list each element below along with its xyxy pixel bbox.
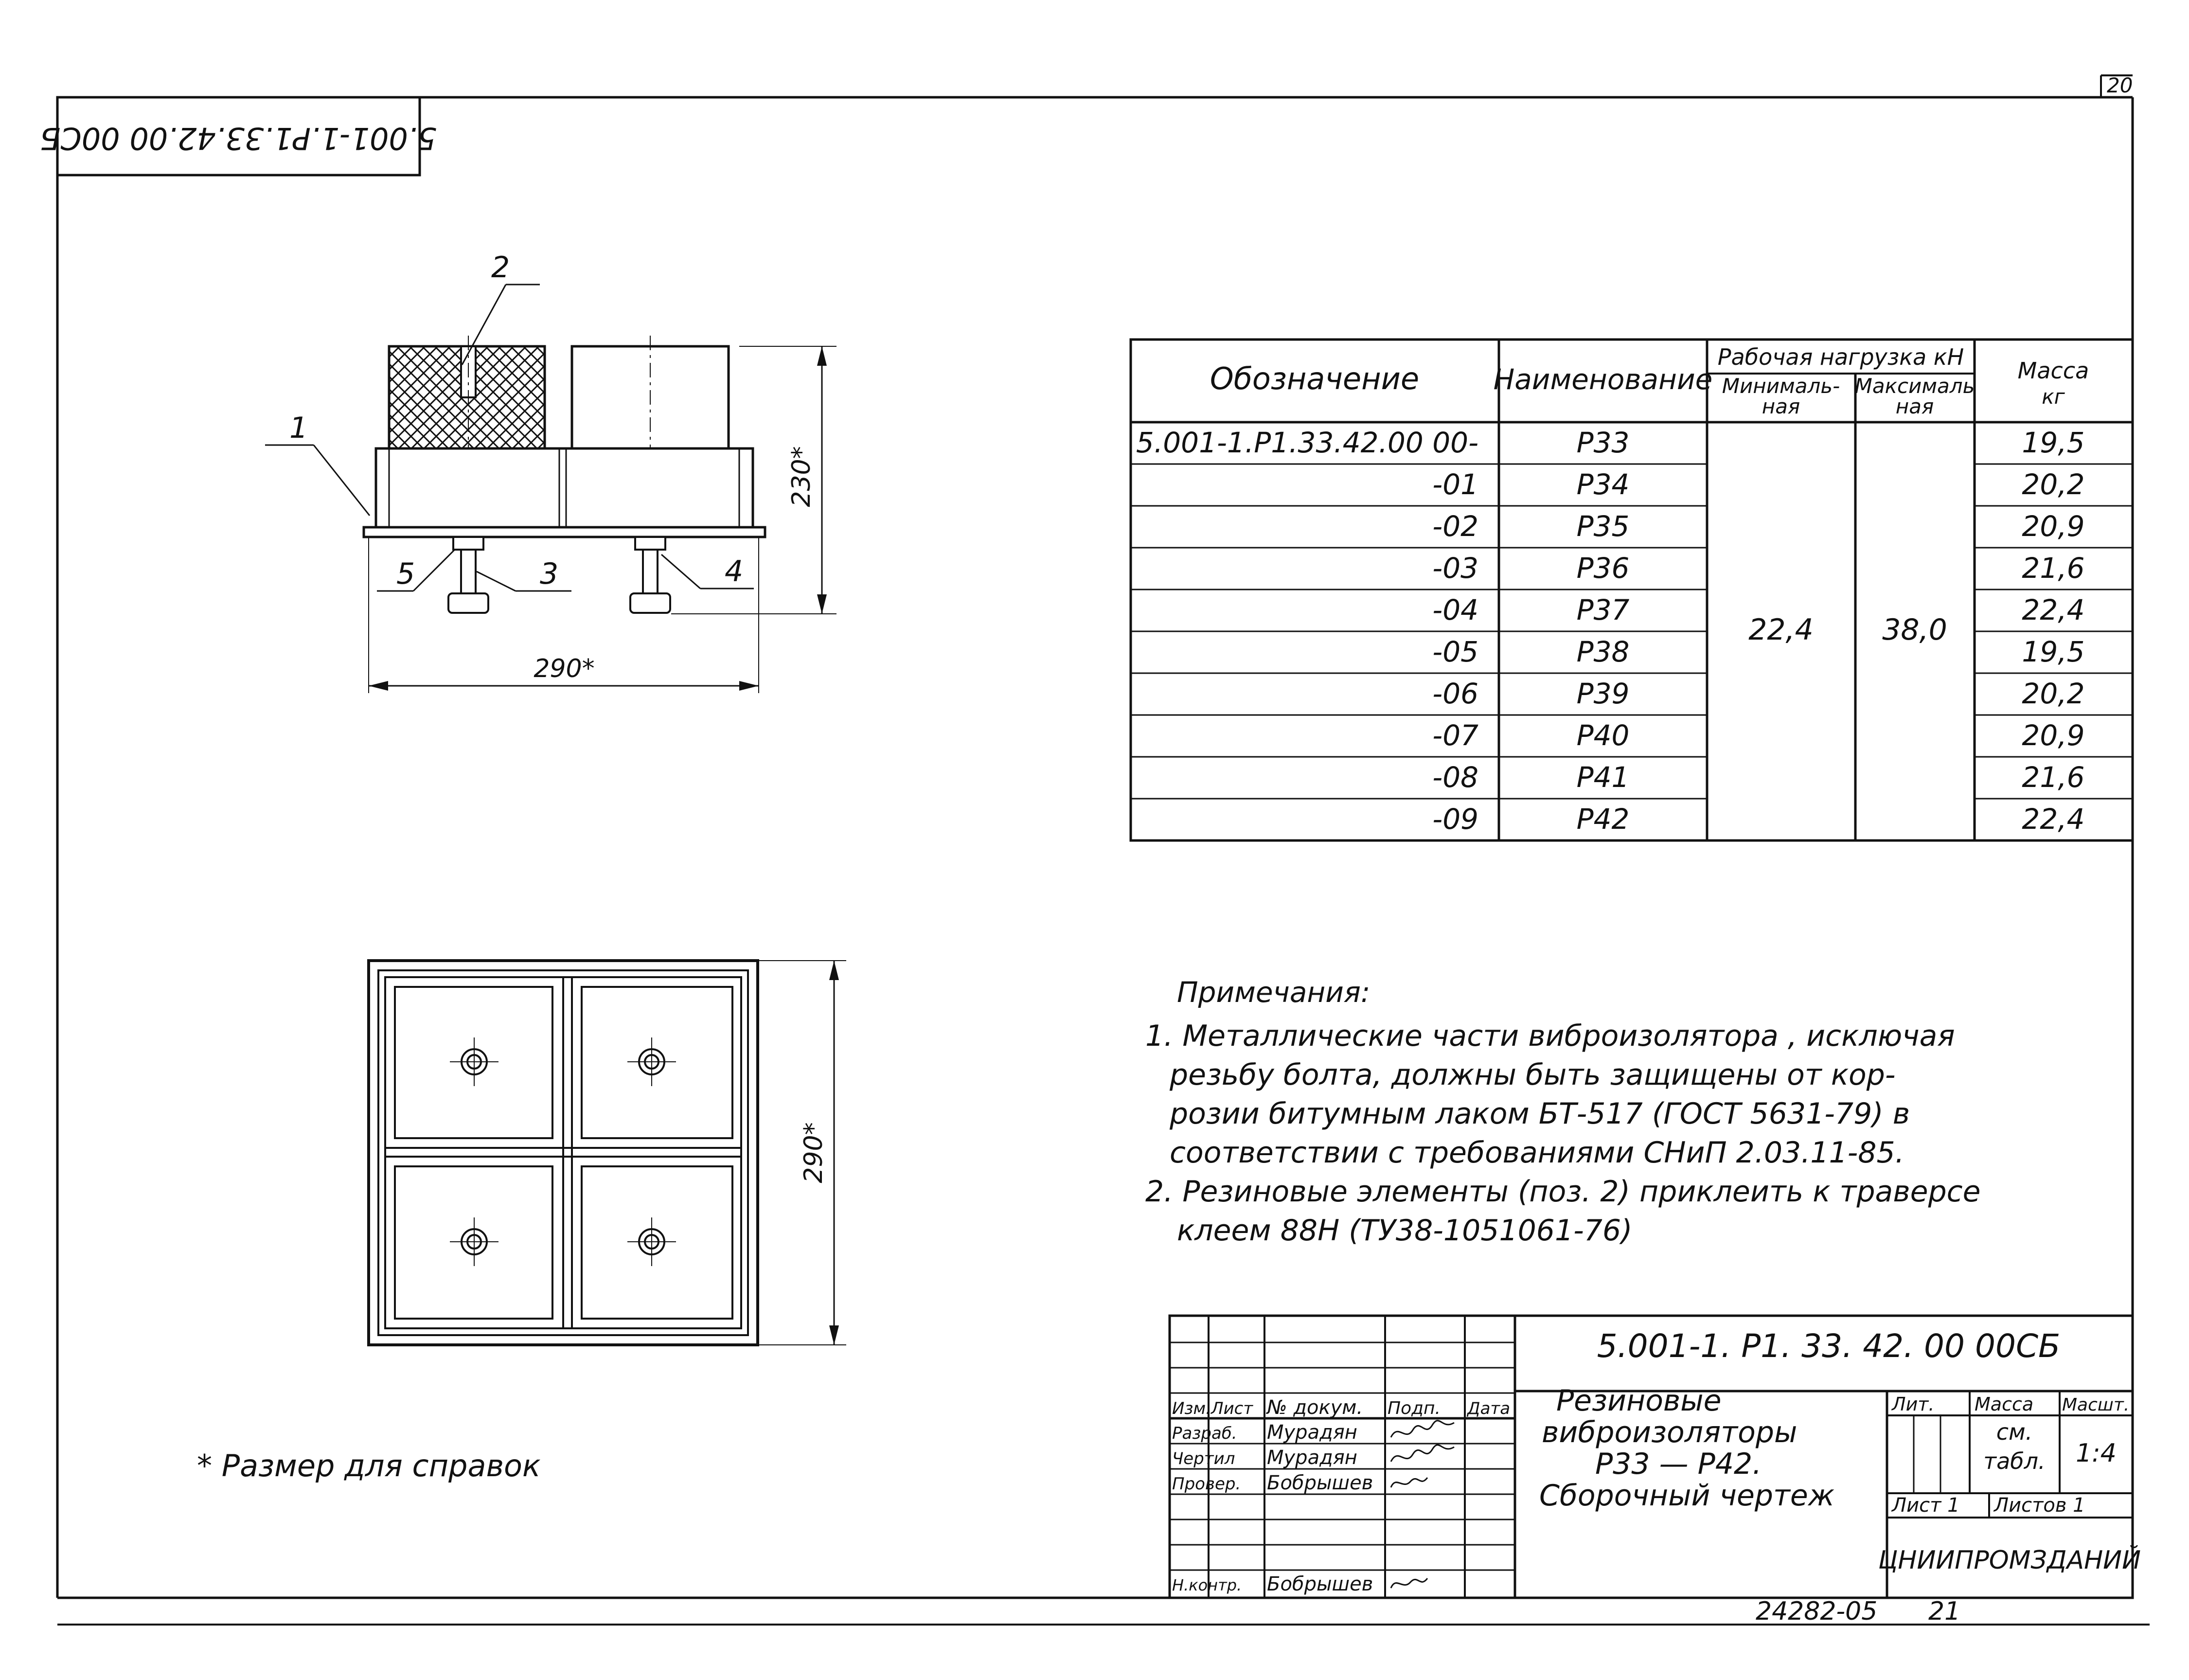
bottom-page: 21 [1928, 1597, 1961, 1626]
col-sign: Подп. [1388, 1398, 1441, 1418]
row-designation: -08 [1432, 761, 1478, 794]
row-designation: -06 [1432, 677, 1478, 710]
notes-title: Примечания: [1177, 976, 1370, 1009]
row-mass: 20,9 [2022, 719, 2085, 752]
mass-label: Масса [1975, 1394, 2034, 1415]
note-line-6: клеем 88Н (ТУ38-1051061-76) [1177, 1214, 1633, 1248]
callout-4: 4 [725, 554, 744, 589]
note-line-4: соответствии с требованиями СНиП 2.03.11-85. [1170, 1136, 1904, 1170]
title-line-1: Резиновые [1556, 1384, 1722, 1418]
mass-value-1: см. [1996, 1419, 2033, 1445]
header-designation: Обозначение [1210, 361, 1420, 396]
row-designation: -03 [1432, 552, 1478, 585]
row-name: P41 [1576, 761, 1630, 794]
col-list: Лист [1211, 1399, 1253, 1418]
lit-label: Лит. [1892, 1394, 1935, 1415]
col-doc: № докум. [1267, 1396, 1363, 1419]
row-mass: 19,5 [2022, 635, 2085, 668]
stamp-code: 5.001-1.P1.33.42.00 00СБ [39, 120, 437, 156]
dim-width: 290* [534, 654, 595, 683]
callout-1: 1 [289, 411, 308, 445]
row-mass: 20,2 [2022, 468, 2085, 501]
rotated-stamp [40, 97, 437, 175]
plan-view [369, 961, 846, 1345]
callout-2: 2 [491, 250, 510, 285]
name-normcontrol: Бобрышев [1267, 1573, 1373, 1595]
dim-plan: 290* [799, 1122, 828, 1183]
table-row-lines [1131, 464, 2133, 799]
callout-5: 5 [396, 557, 415, 591]
header-max-2: ная [1895, 394, 1934, 418]
note-line-1: 1. Металлические части виброизолятора , исключая [1145, 1019, 1955, 1053]
header-mass: Масса [2017, 357, 2089, 384]
row-mass: 20,9 [2022, 510, 2085, 543]
row-name: P38 [1576, 635, 1630, 668]
row-mass: 20,2 [2022, 677, 2085, 710]
title-line-4: Сборочный чертеж [1539, 1479, 1834, 1513]
sheets-label: Листов 1 [1994, 1494, 2085, 1517]
scale-label: Масшт. [2062, 1395, 2130, 1415]
role-developer: Разраб. [1172, 1424, 1237, 1443]
sheet-frame [57, 97, 2150, 1625]
row-designation: -07 [1432, 719, 1478, 752]
row-name: P42 [1576, 803, 1630, 836]
name-developer: Мурадян [1267, 1421, 1357, 1444]
base-plate [364, 527, 765, 537]
header-load: Рабочая нагрузка кН [1717, 344, 1964, 370]
bolt-right [630, 537, 670, 613]
header-mass-unit: кг [2042, 385, 2065, 409]
title-line-3: Р33 — Р42. [1595, 1447, 1762, 1481]
row-designation: -04 [1432, 593, 1478, 626]
side-view [265, 250, 836, 693]
traverse [376, 448, 753, 527]
max-load: 38,0 [1882, 613, 1947, 647]
organization: ЦНИИПРОМЗДАНИЙ [1878, 1546, 2141, 1575]
signatures [1391, 1421, 1454, 1588]
row-designation: -05 [1432, 635, 1478, 668]
callout-3: 3 [540, 557, 559, 591]
scale-value: 1:4 [2076, 1439, 2117, 1468]
row-mass: 21,6 [2022, 552, 2085, 585]
row-designation: -01 [1432, 468, 1478, 501]
row-name: P35 [1576, 510, 1630, 543]
name-drafter: Мурадян [1267, 1447, 1357, 1469]
row-name: P36 [1576, 552, 1630, 585]
note-line-5: 2. Резиновые элементы (поз. 2) приклеить к траверсе [1145, 1175, 1981, 1209]
title-line-2: виброизоляторы [1542, 1415, 1797, 1449]
row-mass: 21,6 [2022, 761, 2085, 794]
sheet-label: Лист 1 [1892, 1494, 1960, 1517]
mass-value-2: табл. [1983, 1448, 2046, 1474]
role-checker: Провер. [1172, 1474, 1241, 1494]
row-name: P37 [1576, 593, 1630, 626]
header-name: Наименование [1493, 363, 1713, 396]
role-normcontrol: Н.контр. [1172, 1576, 1242, 1594]
sheet-number-box [2101, 73, 2133, 97]
sheet-number: 20 [2107, 73, 2133, 97]
col-izm: Изм. [1172, 1399, 1211, 1418]
doc-code: 5.001-1. P1. 33. 42. 00 00СБ [1597, 1327, 2061, 1365]
spec-table [1131, 340, 2133, 840]
row-name: P33 [1576, 426, 1630, 459]
row-designation: -09 [1432, 803, 1478, 836]
role-drafter: Чертил [1172, 1449, 1235, 1468]
row-designation: 5.001-1.P1.33.42.00 00- [1136, 426, 1478, 459]
title-block [1170, 1316, 2141, 1598]
row-mass: 22,4 [2022, 803, 2085, 836]
row-designation: -02 [1432, 510, 1478, 543]
row-mass: 22,4 [2022, 593, 2085, 626]
row-mass: 19,5 [2022, 426, 2085, 459]
dim-height: 230* [787, 446, 816, 507]
note-line-3: розии битумным лаком БТ-517 (ГОСТ 5631-79) в [1170, 1097, 1910, 1131]
min-load: 22,4 [1748, 613, 1814, 647]
notes [1145, 976, 1981, 1248]
reference-note: * Размер для справок [197, 1448, 541, 1483]
header-max: Максималь [1854, 374, 1975, 398]
name-checker: Бобрышев [1267, 1472, 1373, 1494]
header-min-2: ная [1762, 394, 1800, 418]
col-date: Дата [1467, 1399, 1511, 1418]
note-line-2: резьбу болта, должны быть защищены от кор- [1170, 1058, 1896, 1092]
row-name: P39 [1576, 677, 1630, 710]
row-name: P40 [1576, 719, 1630, 752]
row-name: P34 [1576, 468, 1630, 501]
header-min: Минималь- [1722, 374, 1840, 398]
bottom-code: 24282-05 [1756, 1597, 1878, 1626]
